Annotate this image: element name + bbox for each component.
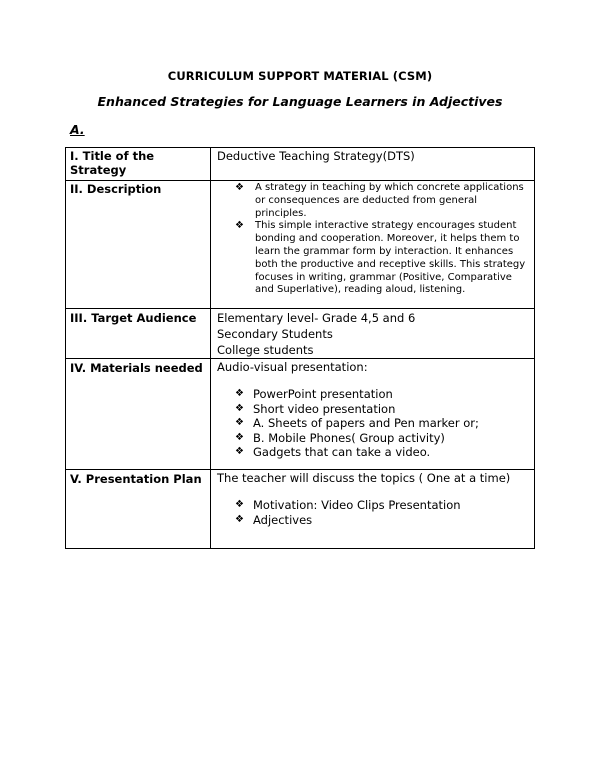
list-item (235, 513, 530, 528)
diamond-bullet-icon: ❖ (235, 513, 244, 525)
description-cell (211, 181, 535, 309)
materials-intro: Audio-visual presentation: (217, 360, 368, 374)
section-label: A. (70, 122, 85, 137)
plan-cell (211, 470, 535, 549)
diamond-bullet-icon: ❖ (235, 388, 244, 399)
description-list (217, 182, 530, 297)
audience-line: Elementary level- Grade 4,5 and 6 (217, 311, 416, 325)
list-item-text: B. Mobile Phones( Group activity) (253, 430, 445, 445)
list-item (235, 431, 530, 446)
list-item-text: Gadgets that can take a video. (253, 445, 431, 460)
diamond-bullet-icon: ❖ (235, 431, 244, 443)
materials-cell (211, 359, 535, 470)
list-item-text: A strategy in teaching by which concrete applications or consequences are deducted from general principles. (255, 182, 524, 219)
audience-cell (211, 309, 535, 359)
row-label: V. Presentation Plan (66, 470, 211, 549)
document-subtitle: Enhanced Strategies for Language Learners in Adjectives (97, 94, 503, 109)
list-item-text: Short video presentation (253, 401, 396, 416)
diamond-bullet-icon: ❖ (235, 220, 244, 232)
list-item-text: Motivation: Video Clips Presentation (253, 498, 461, 512)
list-item (235, 220, 530, 297)
row-label: III. Target Audience (66, 309, 211, 359)
list-item-text: This simple interactive strategy encourages student bonding and cooperation. Moreover, it helps them to learn the grammar form by interaction. It enhances both the productive and receptive skills. This strategy focuses in writing, grammar (Positive, Comparative and Superlative), reading aloud, listening. (255, 220, 526, 296)
list-item (235, 402, 530, 417)
diamond-bullet-icon: ❖ (235, 402, 244, 414)
list-item (235, 498, 530, 513)
list-item-text: PowerPoint presentation (253, 387, 393, 401)
materials-list (217, 387, 530, 460)
diamond-bullet-icon: ❖ (235, 182, 244, 193)
row-label: I. Title of the Strategy (66, 148, 211, 181)
table-row-description (66, 181, 535, 309)
list-item-text: A. Sheets of papers and Pen marker or; (253, 416, 479, 431)
table-row-audience (66, 309, 535, 359)
list-item (235, 182, 530, 220)
list-item (235, 387, 530, 402)
row-label: II. Description (66, 181, 211, 309)
document-title: CURRICULUM SUPPORT MATERIAL (CSM) (167, 69, 433, 83)
diamond-bullet-icon: ❖ (235, 499, 244, 510)
diamond-bullet-icon: ❖ (235, 417, 244, 429)
strategy-title-value: Deductive Teaching Strategy(DTS) (211, 148, 535, 181)
list-item (235, 445, 530, 460)
row-label: IV. Materials needed (66, 359, 211, 470)
audience-line: Secondary Students (217, 327, 333, 341)
list-item (235, 416, 530, 431)
table-row-plan (66, 470, 535, 549)
list-item-text: Adjectives (253, 512, 313, 527)
strategy-table (65, 147, 535, 549)
table-row-materials (66, 359, 535, 470)
diamond-bullet-icon: ❖ (235, 446, 244, 458)
table-row-title (66, 148, 535, 181)
audience-line: College students (217, 343, 314, 357)
plan-list (217, 498, 530, 527)
plan-intro: The teacher will discuss the topics ( One at a time) (217, 471, 511, 485)
